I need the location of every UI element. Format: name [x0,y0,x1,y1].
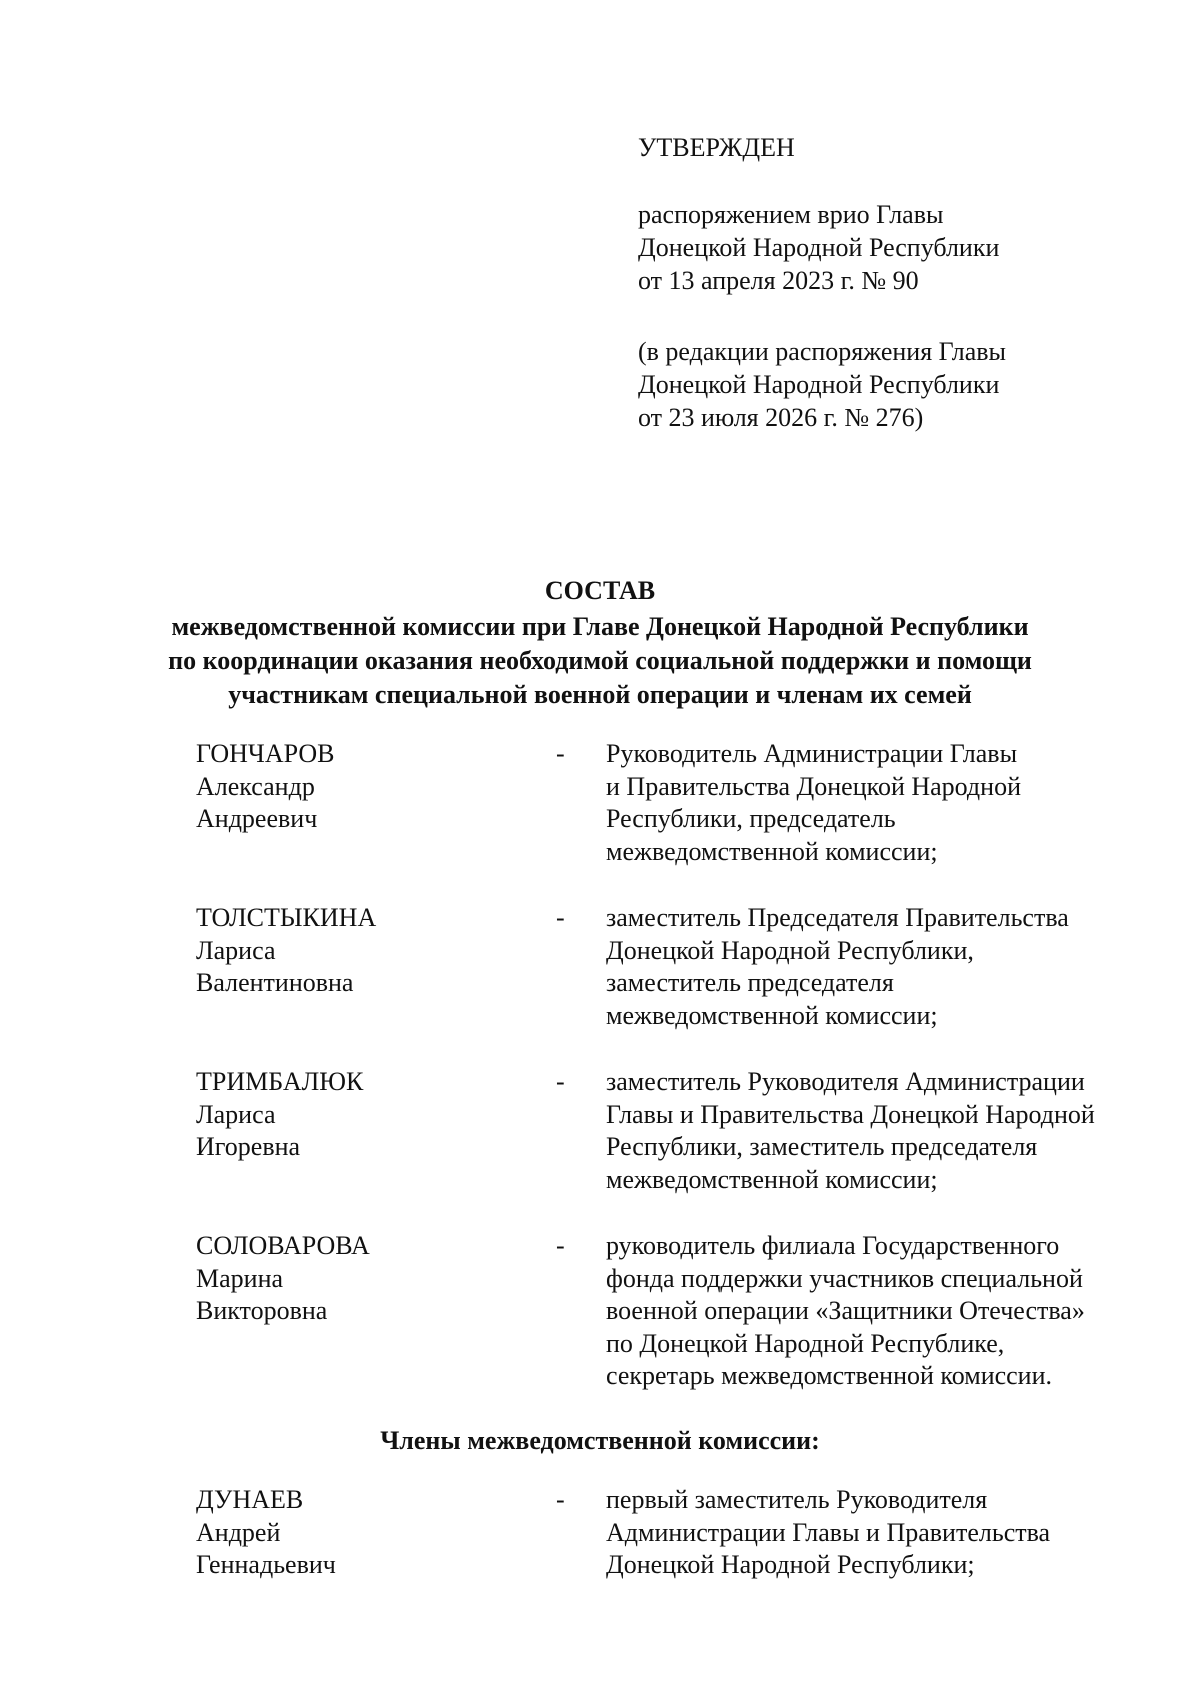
entry-dash: - [556,739,565,768]
member-patronymic: Геннадьевич [196,1550,336,1579]
approval-order-line: Донецкой Народной Республики [638,233,1000,262]
approval-order-line: распоряжением врио Главы [638,200,944,229]
member-position [606,738,1166,868]
member-surname: ТОЛСТЫКИНА [196,903,377,932]
document-subtitle-line: межведомственной комиссии при Главе Донецкой Народной Республики [171,612,1029,641]
approval-stamp: УТВЕРЖДЕН [638,133,795,162]
position-line: по Донецкой Народной Республике, [606,1328,1005,1358]
document-subtitle-line: по координации оказания необходимой социальной поддержки и помощи [168,646,1032,675]
entry-dash: - [556,1231,565,1260]
member-surname: ДУНАЕВ [196,1485,304,1514]
position-line: межведомственной комиссии; [606,1000,938,1030]
member-name [196,902,536,1000]
position-line: Главы и Правительства Донецкой Народной [606,1099,1095,1129]
member-patronymic: Андреевич [196,804,318,833]
position-line: Республики, председатель [606,804,896,833]
members-section-heading: Члены межведомственной комиссии: [380,1426,820,1455]
position-line: Администрации Главы и Правительства [606,1517,1051,1547]
position-line: первый заместитель Руководителя [606,1485,988,1514]
entry-dash: - [556,1485,565,1514]
position-line: и Правительства Донецкой Народной [606,771,1021,801]
position-line: военной операции «Защитники Отечества» [606,1296,1085,1325]
member-name [196,1230,536,1328]
approval-revision-line: Донецкой Народной Республики [638,370,1000,399]
member-surname: СОЛОВАРОВА [196,1231,370,1260]
position-line: секретарь межведомственной комиссии. [606,1361,1053,1390]
approval-revision-line: (в редакции распоряжения Главы [638,337,1007,366]
approval-revision-line: от 23 июля 2026 г. № 276) [638,403,924,432]
member-patronymic: Игоревна [196,1132,301,1161]
member-name [196,1066,536,1164]
approval-order-line: от 13 апреля 2023 г. № 90 [638,266,919,295]
document-subtitle-line: участникам специальной военной операции и членам их семей [228,680,972,709]
member-first-name: Александр [196,771,315,801]
member-surname: ГОНЧАРОВ [196,739,335,768]
position-line: Руководитель Администрации Главы [606,739,1018,768]
member-position [606,902,1166,1032]
member-patronymic: Валентиновна [196,968,354,997]
document-title: СОСТАВ [544,576,656,605]
member-name [196,738,536,836]
position-line: руководитель филиала Государственного [606,1231,1060,1260]
member-position [606,1230,1166,1393]
member-first-name: Лариса [196,1099,276,1129]
position-line: межведомственной комиссии; [606,1164,938,1194]
member-first-name: Марина [196,1263,284,1293]
position-line: Республики, заместитель председателя [606,1132,1038,1161]
entry-dash: - [556,903,565,932]
member-patronymic: Викторовна [196,1296,328,1325]
member-surname: ТРИМБАЛЮК [196,1067,364,1096]
position-line: заместитель Председателя Правительства [606,903,1069,932]
position-line: Донецкой Народной Республики, [606,935,974,965]
member-first-name: Лариса [196,935,276,965]
member-position [606,1484,1166,1582]
position-line: межведомственной комиссии; [606,836,938,866]
entry-dash: - [556,1067,565,1096]
position-line: заместитель председателя [606,968,894,997]
member-position [606,1066,1166,1196]
member-first-name: Андрей [196,1517,281,1547]
position-line: Донецкой Народной Республики; [606,1550,975,1579]
member-name [196,1484,536,1582]
position-line: заместитель Руководителя Администрации [606,1067,1085,1096]
position-line: фонда поддержки участников специальной [606,1263,1083,1293]
